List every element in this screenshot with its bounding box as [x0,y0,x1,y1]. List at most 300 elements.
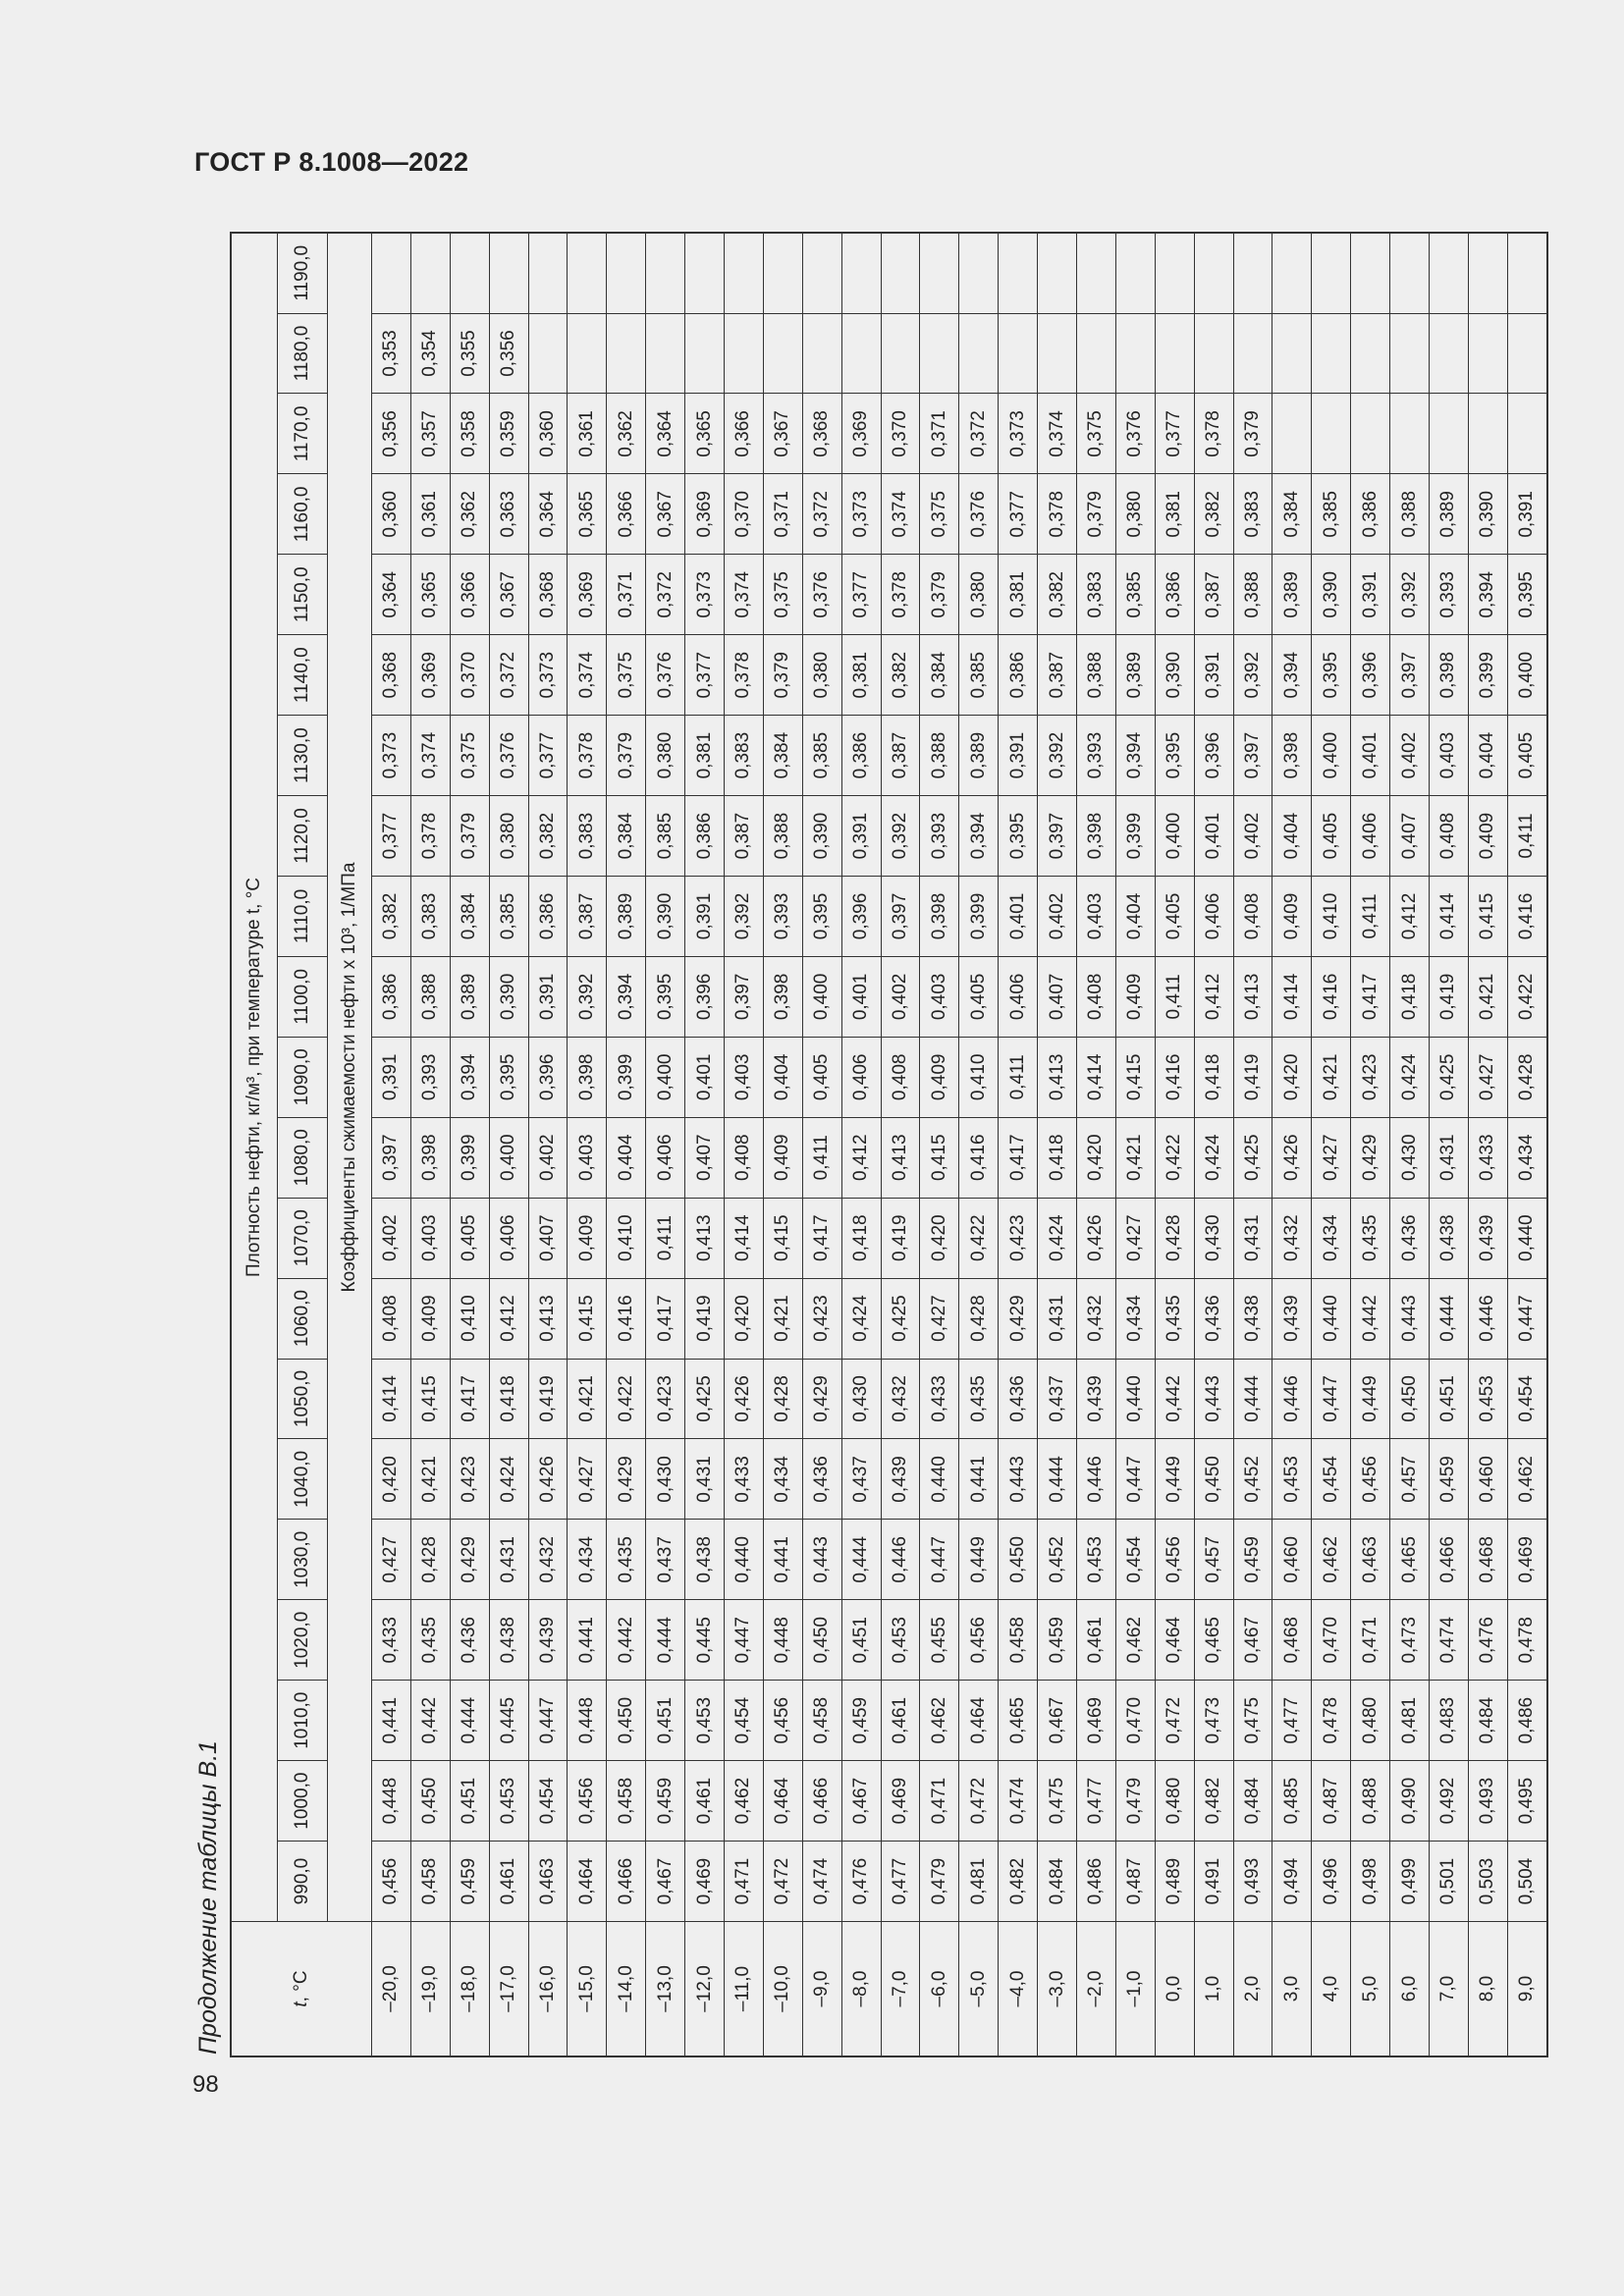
coefficient-cell: 0,406 [1194,877,1233,957]
coefficient-cell: 0,430 [646,1439,685,1520]
coefficient-cell: 0,396 [685,956,725,1037]
coefficient-cell: 0,403 [568,1117,607,1198]
coefficient-cell: 0,461 [1077,1600,1116,1681]
coefficient-cell: 0,451 [646,1681,685,1761]
coefficient-cell: 0,399 [1115,796,1155,877]
coefficient-cell: 0,475 [1233,1681,1272,1761]
coefficient-cell: 0,401 [999,877,1038,957]
coefficient-cell: 0,443 [1194,1359,1233,1439]
coefficient-cell: 0,375 [450,716,489,796]
coefficient-cell: 0,424 [1038,1198,1077,1278]
coefficient-cell: 0,447 [528,1681,568,1761]
density-column-header: 1170,0 [278,394,328,474]
coefficient-cell: 0,390 [1468,474,1507,555]
coefficient-cell: 0,391 [1351,555,1390,635]
density-column-header: 1080,0 [278,1117,328,1198]
table-row [1194,233,1233,2056]
coefficient-cell: 0,406 [841,1037,881,1117]
coefficient-cell: 0,477 [1077,1761,1116,1842]
coefficient-cell: 0,381 [685,716,725,796]
coefficient-cell: 0,378 [1038,474,1077,555]
coefficient-cell: 0,374 [568,635,607,716]
coefficient-cell: 0,409 [763,1117,802,1198]
coefficient-cell [607,313,646,394]
coefficient-cell: 0,400 [489,1117,528,1198]
coefficient-cell: 0,428 [410,1520,450,1600]
coefficient-cell: 0,419 [1233,1037,1272,1117]
coefficient-cell: 0,486 [1507,1681,1546,1761]
density-column-header: 1100,0 [278,956,328,1037]
coefficient-cell: 0,473 [1390,1600,1430,1681]
coefficient-cell: 0,362 [607,394,646,474]
coefficient-cell: 0,457 [1390,1439,1430,1520]
coefficient-cell: 0,454 [528,1761,568,1842]
temperature-cell: –1,0 [1115,1922,1155,2057]
coefficient-cell: 0,447 [920,1520,959,1600]
coefficient-cell: 0,481 [1390,1681,1430,1761]
coefficient-cell: 0,395 [1507,555,1546,635]
coefficient-cell: 0,478 [1312,1681,1351,1761]
coefficient-cell: 0,486 [1077,1842,1116,1922]
coefficient-cell: 0,442 [607,1600,646,1681]
coefficient-cell: 0,476 [841,1842,881,1922]
coefficient-cell: 0,397 [1038,796,1077,877]
coefficient-cell: 0,453 [1077,1520,1116,1600]
coefficient-cell: 0,377 [841,555,881,635]
coefficient-cell: 0,453 [1272,1439,1312,1520]
coefficient-cell: 0,423 [450,1439,489,1520]
coefficient-cell: 0,434 [1507,1117,1546,1198]
coefficient-cell: 0,374 [410,716,450,796]
coefficient-cell: 0,427 [1115,1198,1155,1278]
coefficient-cell: 0,356 [489,313,528,394]
coefficient-cell: 0,364 [646,394,685,474]
coefficient-cell: 0,404 [763,1037,802,1117]
coefficient-cell: 0,472 [959,1761,999,1842]
table-row [568,233,607,2056]
coefficient-cell: 0,382 [528,796,568,877]
coefficient-cell: 0,385 [489,877,528,957]
coefficient-cell: 0,432 [1272,1198,1312,1278]
coefficient-cell: 0,357 [410,394,450,474]
coefficient-cell: 0,463 [528,1842,568,1922]
coefficient-cell [568,313,607,394]
coefficient-cell: 0,400 [1155,796,1194,877]
coefficient-cell: 0,459 [1430,1439,1469,1520]
coefficient-cell: 0,420 [920,1198,959,1278]
coefficient-cell: 0,455 [920,1600,959,1681]
document-code: ГОСТ Р 8.1008—2022 [194,147,469,177]
coefficient-cell [802,313,841,394]
coefficient-cell: 0,390 [1155,635,1194,716]
coefficient-cell: 0,417 [646,1278,685,1359]
coefficient-cell: 0,399 [450,1117,489,1198]
coefficient-cell [1194,313,1233,394]
coefficient-cell: 0,383 [410,877,450,957]
coefficient-cell [959,313,999,394]
coefficient-cell: 0,418 [1194,1037,1233,1117]
temperature-cell: –6,0 [920,1922,959,2057]
coefficient-cell: 0,413 [685,1198,725,1278]
coefficient-cell: 0,403 [1430,716,1469,796]
coefficient-cell: 0,385 [646,796,685,877]
coefficient-cell: 0,412 [489,1278,528,1359]
coefficient-cell: 0,398 [568,1037,607,1117]
coefficient-cell: 0,450 [1194,1439,1233,1520]
coefficient-cell [841,313,881,394]
coefficient-cell: 0,434 [1115,1278,1155,1359]
coefficient-cell: 0,379 [1077,474,1116,555]
t-symbol: t [291,2002,311,2007]
coefficient-cell: 0,360 [528,394,568,474]
coefficient-cell: 0,437 [841,1439,881,1520]
coefficient-cell: 0,456 [372,1842,411,1922]
density-column-header: 1020,0 [278,1600,328,1681]
coefficient-cell: 0,389 [450,956,489,1037]
coefficient-cell [1077,313,1116,394]
coefficient-cell: 0,403 [920,956,959,1037]
coefficient-cell: 0,404 [607,1117,646,1198]
temperature-cell: –11,0 [725,1922,764,2057]
coefficient-cell: 0,395 [1155,716,1194,796]
coefficient-cell: 0,402 [881,956,920,1037]
coefficient-cell: 0,427 [372,1520,411,1600]
coefficient-cell [646,313,685,394]
coefficient-cell: 0,364 [528,474,568,555]
coefficient-cell: 0,422 [959,1198,999,1278]
coefficient-cell: 0,385 [959,635,999,716]
temperature-cell: –8,0 [841,1922,881,2057]
table-row [607,233,646,2056]
coefficient-cell: 0,387 [725,796,764,877]
coefficient-cell [999,313,1038,394]
coefficient-cell: 0,482 [1194,1761,1233,1842]
table-body [372,233,1547,2056]
coefficient-cell: 0,379 [607,716,646,796]
table-row [1155,233,1194,2056]
coefficient-cell: 0,405 [959,956,999,1037]
coefficient-cell: 0,379 [920,555,959,635]
coefficient-cell: 0,484 [1468,1681,1507,1761]
coefficient-cell: 0,382 [372,877,411,957]
coefficient-cell: 0,453 [489,1761,528,1842]
coefficient-cell: 0,491 [1194,1842,1233,1922]
density-column-header: 1030,0 [278,1520,328,1600]
coefficient-cell: 0,356 [372,394,411,474]
coefficient-cell: 0,393 [763,877,802,957]
coefficient-cell: 0,427 [1312,1117,1351,1198]
coefficient-cell: 0,448 [372,1761,411,1842]
coefficient-cell: 0,367 [763,394,802,474]
temperature-cell: 9,0 [1507,1922,1546,2057]
coefficient-cell: 0,421 [1312,1037,1351,1117]
table-row [881,233,920,2056]
coefficient-cell [920,233,959,313]
coefficient-cell [1468,394,1507,474]
coefficient-cell: 0,408 [725,1117,764,1198]
coefficient-cell: 0,439 [881,1439,920,1520]
coefficient-cell: 0,464 [1155,1600,1194,1681]
coefficient-cell: 0,461 [685,1761,725,1842]
coefficient-cell: 0,449 [959,1520,999,1600]
coefficient-cell: 0,462 [920,1681,959,1761]
coefficient-cell: 0,421 [1115,1117,1155,1198]
coefficient-cell: 0,453 [1468,1359,1507,1439]
coefficient-cell: 0,355 [450,313,489,394]
table-row [1233,233,1272,2056]
coefficient-cell: 0,420 [1272,1037,1312,1117]
coefficient-cell: 0,452 [1233,1439,1272,1520]
coefficient-cell: 0,429 [450,1520,489,1600]
coefficient-cell: 0,371 [607,555,646,635]
coefficient-cell: 0,493 [1233,1842,1272,1922]
coefficient-cell: 0,418 [1038,1117,1077,1198]
coefficient-cell: 0,493 [1468,1761,1507,1842]
coefficient-cell [410,233,450,313]
coefficient-cell: 0,437 [646,1520,685,1600]
table-row [489,233,528,2056]
coefficient-cell: 0,425 [685,1359,725,1439]
coefficient-cell: 0,371 [920,394,959,474]
coefficient-cell: 0,391 [372,1037,411,1117]
coefficient-cell: 0,425 [881,1278,920,1359]
coefficient-cell: 0,450 [410,1761,450,1842]
coefficient-cell [1038,313,1077,394]
coefficient-cell: 0,436 [1194,1278,1233,1359]
coefficient-cell: 0,425 [1233,1117,1272,1198]
table-container [230,232,1538,2057]
coefficient-cell: 0,458 [410,1842,450,1922]
coefficient-cell: 0,394 [959,796,999,877]
coefficient-cell: 0,474 [802,1842,841,1922]
coefficient-cell: 0,476 [1468,1600,1507,1681]
temperature-cell: –4,0 [999,1922,1038,2057]
coefficient-cell [1115,233,1155,313]
coefficient-cell: 0,444 [841,1520,881,1600]
temperature-cell: –16,0 [528,1922,568,2057]
coefficient-cell: 0,420 [725,1278,764,1359]
coefficient-cell: 0,391 [1194,635,1233,716]
coefficient-cell: 0,417 [999,1117,1038,1198]
temperature-cell: –13,0 [646,1922,685,2057]
coefficient-cell: 0,475 [1038,1761,1077,1842]
coefficient-cell: 0,379 [763,635,802,716]
coefficient-cell: 0,376 [646,635,685,716]
coefficient-cell: 0,456 [959,1600,999,1681]
coefficient-cell: 0,470 [1312,1600,1351,1681]
coefficient-cell [1155,313,1194,394]
coefficient-cell: 0,367 [646,474,685,555]
coefficient-cell: 0,449 [1155,1439,1194,1520]
coefficient-cell: 0,372 [489,635,528,716]
coefficient-cell: 0,431 [1038,1278,1077,1359]
coefficient-cell: 0,462 [725,1761,764,1842]
coefficient-cell: 0,459 [646,1761,685,1842]
coefficient-cell: 0,396 [1351,635,1390,716]
coefficient-cell [1038,233,1077,313]
coefficient-cell: 0,450 [802,1600,841,1681]
coefficient-cell: 0,437 [1038,1359,1077,1439]
coefficient-cell: 0,464 [763,1761,802,1842]
coefficient-cell: 0,416 [1155,1037,1194,1117]
coefficient-cell: 0,421 [568,1359,607,1439]
coefficient-cell [646,233,685,313]
coefficient-cell: 0,427 [568,1439,607,1520]
coefficient-cell: 0,462 [1115,1600,1155,1681]
coefficient-cell: 0,393 [1077,716,1116,796]
table-row [450,233,489,2056]
coefficient-cell [1390,394,1430,474]
coefficient-cell [1312,313,1351,394]
coefficient-cell: 0,427 [1468,1037,1507,1117]
coefficient-cell: 0,370 [725,474,764,555]
coefficient-cell: 0,454 [1115,1520,1155,1600]
coefficient-cell: 0,413 [881,1117,920,1198]
coefficient-cell: 0,398 [763,956,802,1037]
coefficient-cell: 0,410 [959,1037,999,1117]
coefficient-cell: 0,459 [841,1681,881,1761]
coefficient-cell: 0,465 [1194,1600,1233,1681]
coefficient-cell: 0,382 [1194,474,1233,555]
coefficient-cell: 0,377 [1155,394,1194,474]
coefficient-cell [528,233,568,313]
table-row [959,233,999,2056]
coefficient-cell: 0,380 [802,635,841,716]
coefficient-cell [568,233,607,313]
coefficient-cell [1155,233,1194,313]
coefficient-cell: 0,426 [1077,1198,1116,1278]
density-column-header: 1010,0 [278,1681,328,1761]
coefficient-cell: 0,373 [999,394,1038,474]
coefficient-cell: 0,429 [802,1359,841,1439]
coefficient-cell: 0,469 [1077,1681,1116,1761]
coefficient-cell [1507,313,1546,394]
coefficient-cell: 0,402 [1038,877,1077,957]
temperature-cell: –20,0 [372,1922,411,2057]
temperature-cell: –7,0 [881,1922,920,2057]
coefficient-cell [1351,233,1390,313]
coefficient-cell: 0,408 [1077,956,1116,1037]
coefficient-cell: 0,373 [372,716,411,796]
coefficient-cell: 0,439 [528,1600,568,1681]
coefficient-cell: 0,415 [920,1117,959,1198]
coefficient-cell: 0,450 [1390,1359,1430,1439]
density-column-header: 1040,0 [278,1439,328,1520]
coefficient-cell: 0,389 [1115,635,1155,716]
coefficient-cell: 0,374 [881,474,920,555]
table-row [528,233,568,2056]
coefficient-cell [999,233,1038,313]
coefficient-cell: 0,419 [685,1278,725,1359]
coefficient-cell: 0,409 [1468,796,1507,877]
coefficient-cell: 0,417 [802,1198,841,1278]
coefficient-cell: 0,387 [568,877,607,957]
coefficient-cell: 0,438 [489,1600,528,1681]
coefficient-cell: 0,360 [372,474,411,555]
coefficient-cell: 0,420 [372,1439,411,1520]
coefficient-cell: 0,361 [568,394,607,474]
coefficient-cell: 0,405 [802,1037,841,1117]
coefficient-cell: 0,454 [1312,1439,1351,1520]
coefficient-cell: 0,382 [1038,555,1077,635]
temperature-cell: –18,0 [450,1922,489,2057]
coefficient-cell: 0,435 [1155,1278,1194,1359]
coefficient-cell: 0,453 [881,1600,920,1681]
coefficient-cell [725,233,764,313]
coefficient-cell: 0,490 [1390,1761,1430,1842]
coefficient-cell: 0,423 [646,1359,685,1439]
coefficient-cell: 0,426 [528,1439,568,1520]
coefficient-cell: 0,448 [763,1600,802,1681]
coefficient-cell: 0,446 [1077,1439,1116,1520]
coefficient-cell: 0,451 [841,1600,881,1681]
coefficient-cell: 0,380 [646,716,685,796]
coefficient-cell: 0,442 [1351,1278,1390,1359]
coefficient-cell: 0,450 [607,1681,646,1761]
coefficient-cell: 0,441 [959,1439,999,1520]
coefficient-cell: 0,407 [528,1198,568,1278]
coefficient-cell: 0,436 [802,1439,841,1520]
coefficient-cell: 0,441 [372,1681,411,1761]
coefficient-cell: 0,429 [999,1278,1038,1359]
coefficient-cell: 0,377 [528,716,568,796]
coefficient-cell: 0,376 [489,716,528,796]
coefficient-cell: 0,464 [959,1681,999,1761]
coefficient-cell: 0,433 [920,1359,959,1439]
coefficient-cell: 0,488 [1351,1761,1390,1842]
coefficient-cell: 0,395 [999,796,1038,877]
coefficient-cell: 0,409 [1272,877,1312,957]
coefficient-cell: 0,372 [802,474,841,555]
coefficient-cell [685,313,725,394]
coefficient-cell: 0,398 [410,1117,450,1198]
table-row [1468,233,1507,2056]
coefficient-cell: 0,444 [646,1600,685,1681]
coefficient-cell: 0,448 [568,1681,607,1761]
coefficient-cell: 0,467 [1233,1600,1272,1681]
coefficient-cell: 0,440 [725,1520,764,1600]
temperature-cell: 0,0 [1155,1922,1194,2057]
coefficient-cell: 0,396 [1194,716,1233,796]
coefficient-cell: 0,399 [1468,635,1507,716]
coefficient-cell: 0,388 [763,796,802,877]
coefficient-cell: 0,453 [685,1681,725,1761]
density-column-header: 1050,0 [278,1359,328,1439]
coefficient-cell [1115,313,1155,394]
coefficient-cell: 0,388 [1233,555,1272,635]
coefficient-cell: 0,384 [1272,474,1312,555]
coefficient-cell: 0,391 [999,716,1038,796]
coefficient-cell: 0,483 [1430,1681,1469,1761]
coefficient-cell: 0,416 [1312,956,1351,1037]
coefficient-cell: 0,443 [802,1520,841,1600]
coefficient-cell: 0,472 [763,1842,802,1922]
coefficient-cell: 0,492 [1430,1761,1469,1842]
coefficient-cell: 0,400 [646,1037,685,1117]
coefficient-cell: 0,395 [1312,635,1351,716]
coefficient-cell: 0,404 [1468,716,1507,796]
table-row [725,233,764,2056]
coefficient-cell: 0,397 [372,1117,411,1198]
coefficient-cell: 0,379 [450,796,489,877]
coefficient-cell: 0,423 [999,1198,1038,1278]
coefficient-cell: 0,370 [450,635,489,716]
coefficient-cell: 0,435 [1351,1198,1390,1278]
coefficient-cell [1430,394,1469,474]
coefficient-cell: 0,430 [1194,1198,1233,1278]
coefficient-cell: 0,495 [1507,1761,1546,1842]
temperature-cell: –5,0 [959,1922,999,2057]
